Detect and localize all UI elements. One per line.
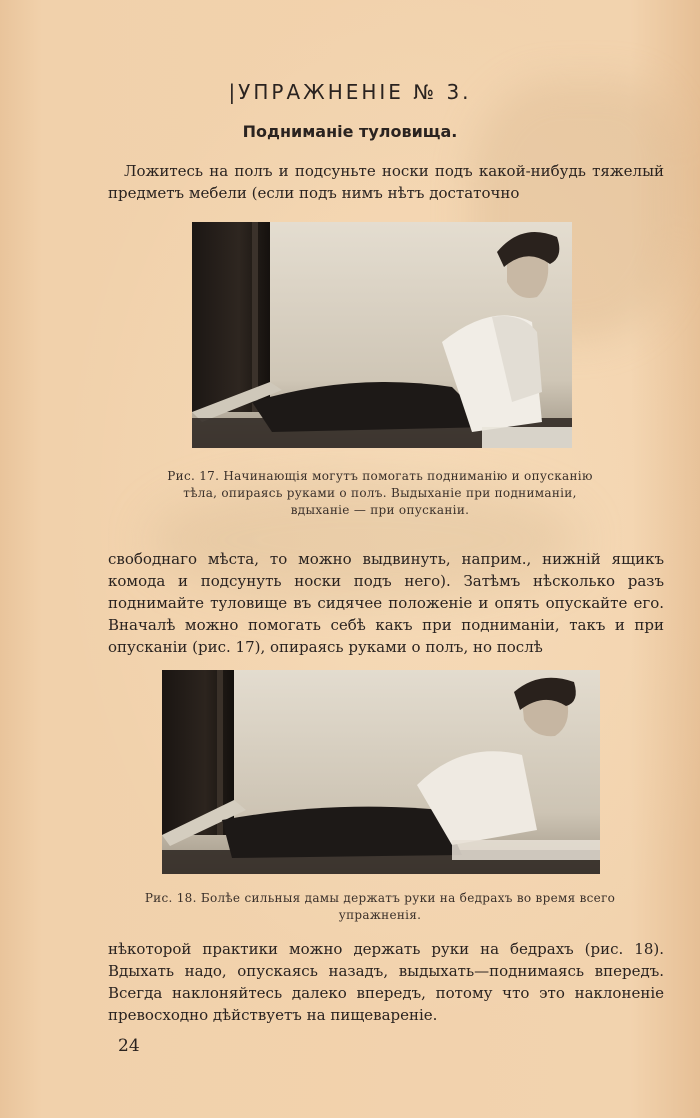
paragraph-1: Ложитесь на полъ и подсуньте носки подъ какой-нибудь тяжелый предметъ мебели (если подъ нимъ нѣтъ достаточно: [108, 162, 664, 202]
paragraph-3: нѣкоторой практики можно держать руки на бедрахъ (рис. 18). Вдыхать надо, опускаясь назадъ, выдыхать—поднимаясь впередъ. Всегда наклоняйтесь далеко впередъ, потому что это наклоненiе превосходно дѣйствуетъ на пищеваренiе.: [108, 940, 664, 1024]
exercise-subtitle: Подниманiе туловища.: [242, 122, 458, 141]
figure-18-photo: [162, 670, 600, 874]
figure-17-photo: [192, 222, 572, 448]
paragraph-2: свободнаго мѣста, то можно выдвинуть, наприм., нижнiй ящикъ комода и подсунуть носки подъ него). Затѣмъ нѣсколько разъ поднимайте туловище въ сидячее положенiе и опять опускайте его. Вначалѣ можно помогать себѣ какъ при поднимaнiи, такъ и при опусканiи (рис. 17), опираясь руками о полъ, но послѣ: [108, 550, 664, 656]
page-number: 24: [118, 1036, 140, 1056]
figure-17-caption: Рис. 17. Начинающiя могутъ помогать поднимaнiю и опусканiю тѣла, опираясь руками о полъ. Выдыханiе при поднимaнiи, вдыханiе — при опусканiи.: [167, 469, 593, 517]
figure-18-caption: Рис. 18. Болѣе сильныя дамы держатъ руки на бедрахъ во время всего упражненiя.: [144, 891, 616, 922]
exercise-title: |УПРАЖНЕНIЕ № 3.: [228, 80, 472, 104]
